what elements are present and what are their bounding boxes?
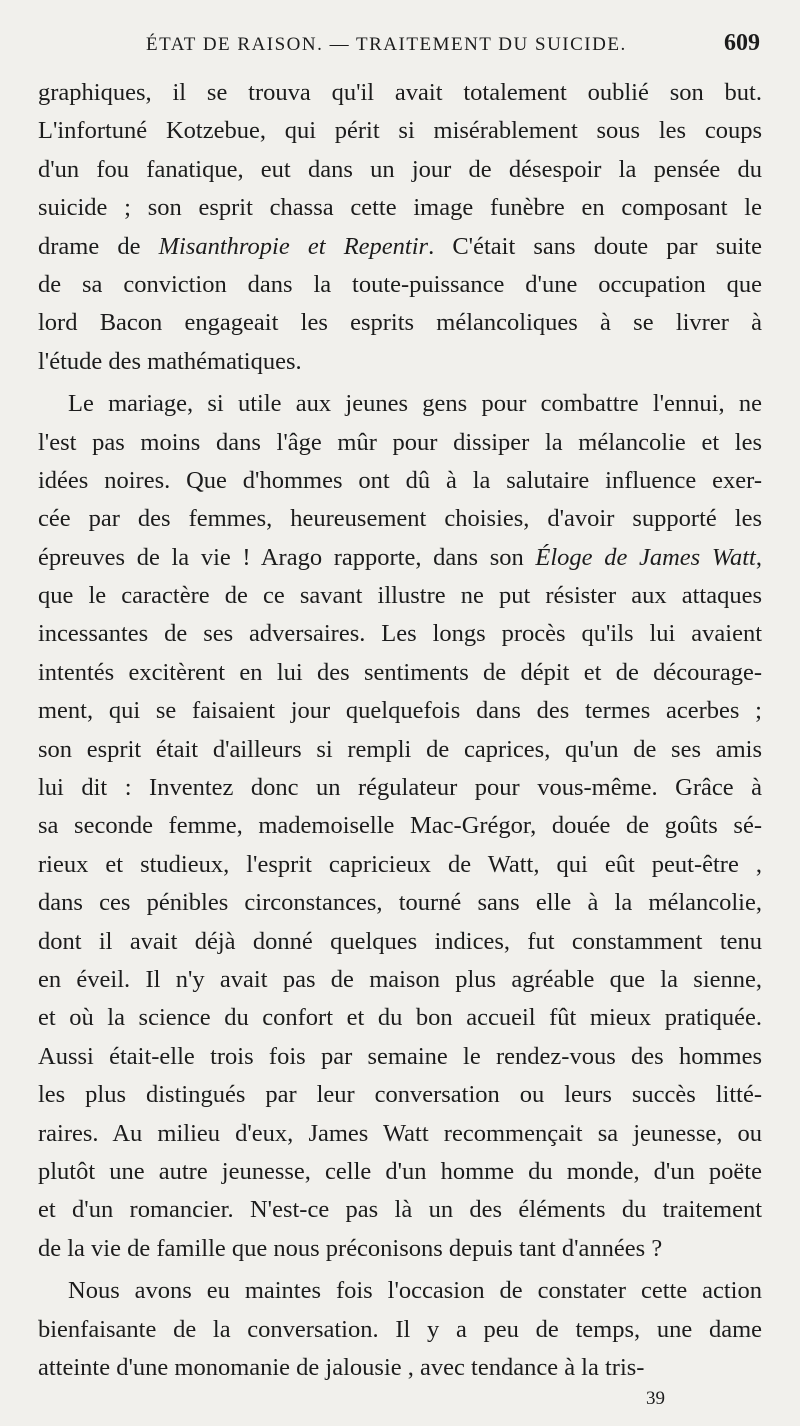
paragraph <box>38 1272 762 1387</box>
text-line: drame de Misanthropie et Repentir. C'était sans doute par suite <box>38 232 762 260</box>
text-line: que le caractère de ce savant illustre ne put résister aux attaques <box>38 582 762 610</box>
text-line: son esprit était d'ailleurs si rempli de caprices, qu'un de ses amis <box>38 735 762 763</box>
text-line: en éveil. Il n'y avait pas de maison plus agréable que la sienne, <box>38 965 762 993</box>
text-line: ment, qui se faisaient jour quelquefois dans des termes acerbes ; <box>38 697 762 725</box>
text-line: suicide ; son esprit chassa cette image funèbre en composant le <box>38 194 762 222</box>
text-line: de la vie de famille que nous préconisons depuis tant d'années ? <box>38 1234 663 1262</box>
text-line: épreuves de la vie ! Arago rapporte, dans son Éloge de James Watt, <box>38 543 762 571</box>
paragraph <box>38 385 762 1268</box>
text-line: sa seconde femme, mademoiselle Mac-Grégor, douée de goûts sé- <box>38 812 762 840</box>
text-line: cée par des femmes, heureusement choisies, d'avoir supporté les <box>38 505 762 533</box>
text-line: lord Bacon engageait les esprits mélancoliques à se livrer à <box>38 309 762 337</box>
text-line: incessantes de ses adversaires. Les longs procès qu'ils lui avaient <box>38 620 762 648</box>
signature-mark: 39 <box>646 1388 665 1409</box>
text-line: raires. Au milieu d'eux, James Watt recommençait sa jeunesse, ou <box>38 1119 762 1147</box>
running-head: ÉTAT DE RAISON. — TRAITEMENT DU SUICIDE. <box>146 34 627 55</box>
text-line: Nous avons eu maintes fois l'occasion de constater cette action <box>68 1277 762 1305</box>
text-line: Aussi était-elle trois fois par semaine le rendez-vous des hommes <box>38 1042 762 1070</box>
text-line: rieux et studieux, l'esprit capricieux de Watt, qui eût peut-être , <box>38 850 762 878</box>
text-line: les plus distingués par leur conversation ou leurs succès litté- <box>38 1081 762 1109</box>
text-line: et d'un romancier. N'est-ce pas là un des éléments du traitement <box>38 1196 762 1224</box>
text-line: dans ces pénibles circonstances, tourné sans elle à la mélancolie, <box>38 889 762 917</box>
text-line: de sa conviction dans la toute-puissance d'une occupation que <box>38 270 762 298</box>
text-line: graphiques, il se trouva qu'il avait totalement oublié son but. <box>38 79 762 106</box>
text-line: d'un fou fanatique, eut dans un jour de désespoir la pensée du <box>38 155 762 183</box>
text-line: L'infortuné Kotzebue, qui périt si misérablement sous les coups <box>38 117 762 145</box>
text-line: l'est pas moins dans l'âge mûr pour dissiper la mélancolie et les <box>38 428 762 456</box>
text-line: plutôt une autre jeunesse, celle d'un homme du monde, d'un poëte <box>38 1157 762 1185</box>
text-line: lui dit : Inventez donc un régulateur pour vous-même. Grâce à <box>38 774 762 802</box>
italic-title: Éloge de James Watt <box>535 543 756 571</box>
text-line: et où la science du confort et du bon accueil fût mieux pratiquée. <box>38 1004 762 1032</box>
text-line: atteinte d'une monomanie de jalousie , avec tendance à la tris- <box>38 1353 645 1381</box>
text-line: bienfaisante de la conversation. Il y a peu de temps, une dame <box>38 1315 762 1343</box>
page-header <box>38 30 762 66</box>
text-line: idées noires. Que d'hommes ont dû à la salutaire influence exer- <box>38 466 762 494</box>
text-line: dont il avait déjà donné quelques indices, fut constamment tenu <box>38 927 762 955</box>
text-line: Le mariage, si utile aux jeunes gens pour combattre l'ennui, ne <box>68 390 762 418</box>
page-number: 609 <box>724 30 760 56</box>
paragraph <box>38 74 762 381</box>
text-line: intentés excitèrent en lui des sentiments de dépit et de décourage- <box>38 658 762 686</box>
italic-title: Misanthropie et Repentir <box>158 232 429 260</box>
text-line: l'étude des mathématiques. <box>38 347 302 375</box>
body-text <box>38 74 762 1387</box>
